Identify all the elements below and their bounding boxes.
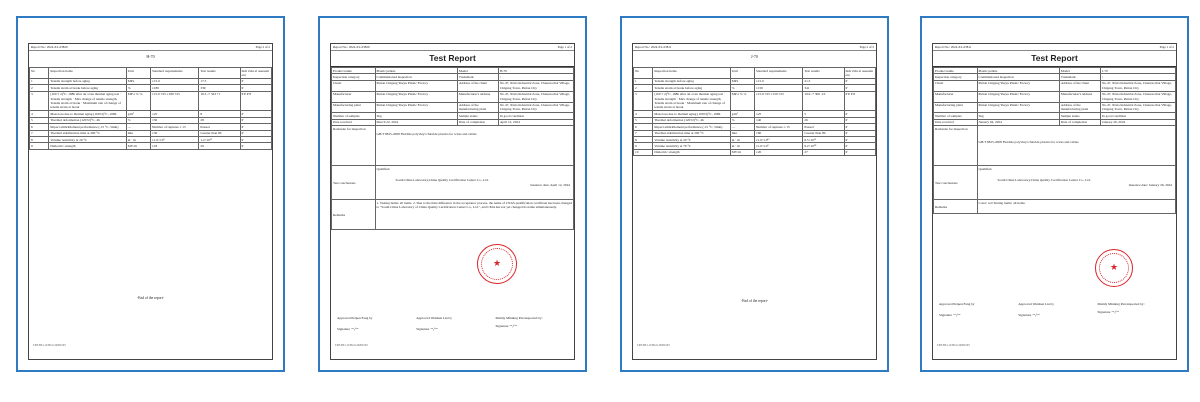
page-number: Page 1 of 2 — [557, 45, 572, 49]
page-number: Page 2 of 2 — [859, 45, 874, 49]
cell: MP a % % — [730, 91, 754, 111]
cell: April 12, 2024 — [498, 119, 573, 125]
cell: 3kg — [375, 113, 457, 119]
report-page-h70-cover — [330, 43, 575, 360]
report-title: Test Report — [933, 51, 1176, 67]
cell: ≥180 — [150, 85, 198, 91]
cell: Dielectric strength — [653, 149, 730, 155]
cell: Trademark — [457, 74, 498, 80]
cell: Tensile strength before aging — [49, 78, 126, 84]
cell: Trademark — [1059, 74, 1100, 80]
cell: 341 — [803, 85, 844, 91]
cell: Mass loss due to thermal aging (100±2)°C, 168h — [653, 111, 730, 117]
table-row — [934, 80, 1176, 91]
cell: 21.5 — [803, 78, 844, 84]
cell: ≥18 — [150, 143, 198, 149]
cell: 5 — [30, 117, 49, 123]
cell: g/m² — [730, 111, 754, 117]
cell: 7 — [30, 130, 49, 136]
cell: ≥15.0 ±25 ≥150 ±25 — [754, 91, 802, 111]
conclusion-text: Qualified. — [978, 166, 993, 171]
cell: P — [844, 124, 876, 130]
cell: 28 — [199, 117, 240, 123]
cell: P — [844, 78, 876, 84]
cell: 8 — [199, 111, 240, 117]
cell: 339 — [199, 85, 240, 91]
document-frame-2[interactable] — [318, 16, 587, 372]
cell: 3 — [634, 91, 653, 111]
cell: Manufacturer's address — [457, 91, 498, 102]
cell: min — [126, 130, 150, 136]
cell: Putian Chigang Yueyu Plastic Factory — [375, 80, 457, 91]
cell: ≥20 — [754, 149, 802, 155]
table-row — [332, 126, 574, 166]
cell: Impact embrittlement performance (-15 °C, 5min) — [49, 124, 126, 130]
signature-inspector: Mainly Minning Pan inspected by: Signature ~/~ — [1097, 302, 1145, 314]
cell: % — [730, 85, 754, 91]
cell: Manufacturer — [934, 91, 978, 102]
lab-name: South China Laboratory,China Quality Certification Center Co., Ltd. — [395, 178, 489, 183]
report-header — [933, 44, 1176, 51]
col-header: Unit — [126, 68, 150, 79]
cell: 9 — [30, 143, 49, 149]
col-header: Unit — [730, 68, 754, 79]
cell: P — [844, 85, 876, 91]
report-header — [633, 44, 876, 51]
table-row — [30, 143, 272, 149]
cell: Client — [332, 80, 376, 91]
cell: g/m² — [126, 111, 150, 117]
basis-label: Rationale for inspection — [934, 126, 978, 166]
info-table — [933, 67, 1176, 214]
cell: ≤40 — [754, 117, 802, 123]
cell: Date of completion — [457, 119, 498, 125]
cell: Manufacturing plant — [332, 102, 376, 113]
cell: No.47, Xixia Industrial Zone, Chenzaochat Village, Chigang Town, Putian City — [1100, 91, 1175, 102]
cell: — — [730, 124, 754, 130]
cell: MPa — [730, 78, 754, 84]
cell: Client — [934, 80, 978, 91]
cell: 1 — [634, 78, 653, 84]
report-page-j70-cover — [932, 43, 1177, 360]
signature-approver-2: Approved Weishen Liu by Signature ~/~ — [1018, 302, 1054, 317]
cell: 9 — [634, 143, 653, 149]
cell: P — [844, 143, 876, 149]
document-frame-4[interactable] — [920, 16, 1189, 372]
cell: Number of ruptures ≤ 15 — [150, 124, 198, 130]
report-header — [331, 44, 574, 51]
cell: P — [240, 124, 272, 130]
cell: 27 — [803, 149, 844, 155]
cell: P — [240, 117, 272, 123]
signature-inspector: Mainly Minning Pan inspected by: Signature ~/~ — [495, 316, 543, 328]
cell: Plastic pellets — [977, 68, 1059, 74]
cell: Passed — [199, 124, 240, 130]
cell: Date received — [332, 119, 376, 125]
remarks-label: Remarks — [332, 200, 376, 230]
conclusion-cell — [375, 166, 573, 200]
table-row — [934, 102, 1176, 113]
signature-block — [939, 302, 1172, 317]
cell: Ω · m — [730, 137, 754, 143]
cell: Tensile strength before aging — [653, 78, 730, 84]
report-number: Report No.: 2024-XL-03829 — [333, 45, 370, 49]
report-number: Report No.: 2024-XL-03829 — [31, 45, 68, 49]
cell: Product name — [332, 68, 376, 74]
report-title: Test Report — [331, 51, 574, 67]
footer-code: TRF-B01-19 B4.0-20200103 — [937, 344, 970, 347]
cell: MV/m — [730, 149, 754, 155]
cell: Inspection category — [934, 74, 978, 80]
cell: Commissioned inspection — [977, 74, 1059, 80]
cell: — — [126, 124, 150, 130]
cell: 5 — [634, 117, 653, 123]
cell: Commissioned inspection — [375, 74, 457, 80]
cell: Plastic pellets — [375, 68, 457, 74]
basis-text: GB/T 8815-2008 Flexible polyvinyl chloride plastics for wires and cables — [375, 126, 573, 166]
conclusion-label: Test conclusions — [332, 166, 376, 200]
conclusion-label: Test conclusions — [934, 166, 978, 200]
cell: Product name — [934, 68, 978, 74]
cell: 9.2×10¹⁰ — [803, 143, 844, 149]
cell: ≥150 — [754, 85, 802, 91]
cell: Dielectric strength — [49, 143, 126, 149]
cell: Thermal stabilization time at 200 °C — [49, 130, 126, 136]
col-header: Standard requirements — [754, 68, 802, 79]
cell: January 04, 2024 — [977, 119, 1059, 125]
cell: 29 — [199, 143, 240, 149]
table-row — [332, 102, 574, 113]
cell: ≤25 — [754, 111, 802, 117]
issue-date: Issuance date: January 26, 2024 — [1128, 183, 1172, 188]
cell: P — [240, 111, 272, 117]
cell: P — [844, 149, 876, 155]
footer-code: TRF-B01-19 B4.0-20200103 — [33, 344, 66, 347]
cell: 6 — [634, 124, 653, 130]
cell: P — [240, 85, 272, 91]
cell: (100 ± 2)°C, 168h after air oven thermal aging test · Tensile strength · Max change of tensile strength, Tensile strain at break · Maximum rate of change of tensile strain at break — [653, 91, 730, 111]
cell: In good condition — [1100, 113, 1175, 119]
cell: P P P P — [240, 91, 272, 111]
cell: 16.3 -7 343 +1 — [199, 91, 240, 111]
table-row — [634, 91, 876, 111]
cell: Volume resistivity at 70 °C — [653, 143, 730, 149]
cell: 7 — [634, 130, 653, 136]
cell: Thermal stabilization time at 200 °C — [653, 130, 730, 136]
cell: Address of the manufacturing plant — [1059, 102, 1100, 113]
signature-approver-2: Approved Weishen Liu by Signature ~/~ — [416, 316, 452, 331]
cell: ≥1.0×10⁹ — [754, 143, 802, 149]
cell: Thermal deformation (120±2)°C, 4h — [49, 117, 126, 123]
col-header: Test results — [803, 68, 844, 79]
table-row — [332, 91, 574, 102]
cell: P — [844, 137, 876, 143]
remarks-label: Remarks — [934, 200, 978, 214]
cell: In good condition — [498, 113, 573, 119]
cell: 2 — [634, 85, 653, 91]
footer-code: TRF-B01-19 B4.0-20200103 — [335, 344, 368, 347]
table-header-row — [30, 68, 272, 79]
table-row — [634, 149, 876, 155]
table-row — [934, 91, 1176, 102]
col-header: No — [30, 68, 49, 79]
results-table — [29, 67, 272, 150]
report-number: Report No.: 2024-XL-03811 — [935, 45, 972, 49]
cell: 8 — [634, 137, 653, 143]
issue-date: Issuance date: April 12, 2024 — [530, 183, 570, 188]
cell: MP a % % — [126, 91, 150, 111]
model-title: J-70 — [751, 54, 758, 59]
cell: Passed — [803, 124, 844, 130]
cell: 4 — [30, 111, 49, 117]
cell: Tensile strain at break before aging — [653, 85, 730, 91]
cell: (100 ± 2)°C, 168h after air oven thermal aging test · Tensile strength · Max change of tensile strength, Tensile strain at break · Maximum rate of change of tensile strain at break — [49, 91, 126, 111]
conclusion-text: Qualified. — [376, 166, 391, 171]
cell: Tensile strain at break before aging — [49, 85, 126, 91]
report-number: Report No.: 2024-XL-03811 — [635, 45, 672, 49]
cell: Putian Chigang Yueyu Plastic Factory — [375, 102, 457, 113]
cell: ≤50 — [150, 117, 198, 123]
cell: P — [240, 137, 272, 143]
cell: P — [240, 143, 272, 149]
cell: Date received — [934, 119, 978, 125]
cell: Sample status — [1059, 113, 1100, 119]
signature-block — [337, 316, 570, 331]
end-of-report: -End of the report- — [741, 299, 768, 303]
page-number: Page 1 of 2 — [1159, 45, 1174, 49]
cell: ≥50 — [150, 130, 198, 136]
cell: Date of completion — [1059, 119, 1100, 125]
cell: 4 — [634, 111, 653, 117]
col-header: Indi vidu al assessm ent — [844, 68, 876, 79]
report-header — [29, 44, 272, 51]
cell: 6 — [30, 124, 49, 130]
cell: Manufacturer — [332, 91, 376, 102]
cell: 1 — [30, 78, 49, 84]
table-row — [934, 200, 1176, 214]
cell: P — [240, 78, 272, 84]
col-header: Inspection items — [49, 68, 126, 79]
cell: P — [240, 130, 272, 136]
table-row — [332, 166, 574, 200]
cell: January 26, 2024 — [1100, 119, 1175, 125]
results-table — [633, 67, 876, 156]
cell: Ω · m — [730, 143, 754, 149]
cell: No.47, Xixia Industrial Zone, Chenzaochat Village, Chigang Town, Putian City — [1100, 102, 1175, 113]
cell: Sample status — [457, 113, 498, 119]
cell: Volume resistivity at 20 °C — [49, 137, 126, 143]
document-frame-3[interactable] — [620, 16, 889, 372]
cell: Putian Chigang Yueyu Plastic Factory — [375, 91, 457, 102]
table-row — [934, 166, 1176, 200]
cell: Model — [1059, 68, 1100, 74]
cell: 10 — [634, 149, 653, 155]
cell: Address of the manufacturing plant — [457, 102, 498, 113]
cell: Ω · m — [126, 137, 150, 143]
cell: 26 — [803, 117, 844, 123]
cell: H-70 — [498, 68, 573, 74]
model-title: H-70 — [146, 54, 155, 59]
col-header: Indi vidu al assessm ent — [240, 68, 272, 79]
cell: Greater than 80 — [199, 130, 240, 136]
report-page-h70-results — [28, 43, 273, 360]
signature-approver-1: Approved Peipen Fang by Signature ~/~ — [939, 302, 975, 317]
cell: / — [1100, 74, 1175, 80]
conclusion-cell — [977, 166, 1175, 200]
cell: 1.2×10¹¹ — [199, 137, 240, 143]
signature-approver-1: Approved Peipen Fang by Signature ~/~ — [337, 316, 373, 331]
cell: / — [498, 74, 573, 80]
cell: Address of the client — [457, 80, 498, 91]
cell: ≥1.0×10¹² — [754, 137, 802, 143]
cell: 3kg — [977, 113, 1059, 119]
remarks-text: 1. Testing items: all items. 2. Due to the time difference in the acceptance process, the name of CNAS qualification certificate has been changed to "South China Laboratory of China Quality Certification Center Co., Ltd.", and CMA has not yet changed its name simultaneously. — [375, 200, 573, 230]
document-frame-1[interactable] — [16, 16, 285, 372]
cell: J-70 — [1100, 68, 1175, 74]
cell: No.47, Xixia Industrial Zone, Chenzaochat Village, Chigang Town, Putian City — [1100, 80, 1175, 91]
cell: ≥15.0 ±25 ≥180 ±25 — [150, 91, 198, 111]
info-table — [331, 67, 574, 230]
cell: 17.5 — [199, 78, 240, 84]
red-circular-seal-icon: ★ — [477, 244, 517, 284]
cell: ≤25 — [150, 111, 198, 117]
basis-label: Rationale for inspection — [332, 126, 376, 166]
red-circular-seal-icon: ★ — [1095, 249, 1133, 287]
cell: Model — [457, 68, 498, 74]
cell: P P P P — [844, 91, 876, 111]
cell: Putian Chigang Yueyu Plastic Factory — [977, 80, 1059, 91]
cell: Putian Chigang Yueyu Plastic Factory — [977, 91, 1059, 102]
col-header: No — [634, 68, 653, 79]
cell: No.47, Xixia Industrial Zone, Chenzaochat Village, Chigang Town, Putian City — [498, 102, 573, 113]
cell: Thermal deformation (120±2)°C, 4h — [653, 117, 730, 123]
cell: No.47, Xixia Industrial Zone, Chenzaochat Village, Chigang Town, Putian City — [498, 91, 573, 102]
remarks-text: Color: red Testing items: all items. — [977, 200, 1175, 214]
cell: Volume resistivity at 20 °C — [653, 137, 730, 143]
cell: No.47, Xixia Industrial Zone, Chenzaochat Village, Chigang Town, Putian City — [498, 80, 573, 91]
cell: MPa — [126, 78, 150, 84]
cell: Number of samples — [332, 113, 376, 119]
cell: P — [844, 117, 876, 123]
report-page-j70-results — [632, 43, 877, 360]
cell: ≥15.0 — [150, 78, 198, 84]
cell: March 22, 2024 — [375, 119, 457, 125]
table-row — [332, 200, 574, 230]
cell: ≥60 — [754, 130, 802, 136]
cell: Inspection category — [332, 74, 376, 80]
cell: ≥1.0×10⁹ — [150, 137, 198, 143]
cell: 3 — [30, 91, 49, 111]
basis-text: GB/T 8815-2008 Flexible polyvinyl chloride plastics for wires and cables — [977, 126, 1175, 166]
col-header: Inspection items — [653, 68, 730, 79]
cell: 8 — [30, 137, 49, 143]
cell: P — [844, 130, 876, 136]
cell: P — [844, 111, 876, 117]
col-header: Test results — [199, 68, 240, 79]
cell: Greater than 80 — [803, 130, 844, 136]
cell: Impact embrittlement performance (-15 °C, 5min) — [653, 124, 730, 130]
end-of-report: -End of the report- — [137, 296, 164, 300]
footer-code: TRF-B01-19 B4.0-20200103 — [637, 344, 670, 347]
cell: % — [126, 117, 150, 123]
table-row — [332, 80, 574, 91]
cell: Putian Chigang Yueyu Plastic Factory — [977, 102, 1059, 113]
table-header-row — [634, 68, 876, 79]
cell: Number of samples — [934, 113, 978, 119]
cell: % — [730, 117, 754, 123]
cell: % — [126, 85, 150, 91]
page-number: Page 2 of 2 — [255, 45, 270, 49]
cell: Address of the client — [1059, 80, 1100, 91]
cell: Manufacturer's address — [1059, 91, 1100, 102]
table-row — [934, 126, 1176, 166]
cell: 6.5×10¹³ — [803, 137, 844, 143]
cell: ≥15.0 — [754, 78, 802, 84]
lab-name: South China Laboratory,China Quality Certification Center Co., Ltd. — [997, 178, 1091, 183]
cell: MV/m — [126, 143, 150, 149]
cell: 5 — [803, 111, 844, 117]
cell: min — [730, 130, 754, 136]
col-header: Standard requirements — [150, 68, 198, 79]
cell: Mass loss due to thermal aging (100±2)°C, 168h — [49, 111, 126, 117]
cell: 19.9 -7 306 -10 — [803, 91, 844, 111]
cell: Number of ruptures ≤ 15 — [754, 124, 802, 130]
cell: Manufacturing plant — [934, 102, 978, 113]
table-row — [30, 91, 272, 111]
cell: 2 — [30, 85, 49, 91]
